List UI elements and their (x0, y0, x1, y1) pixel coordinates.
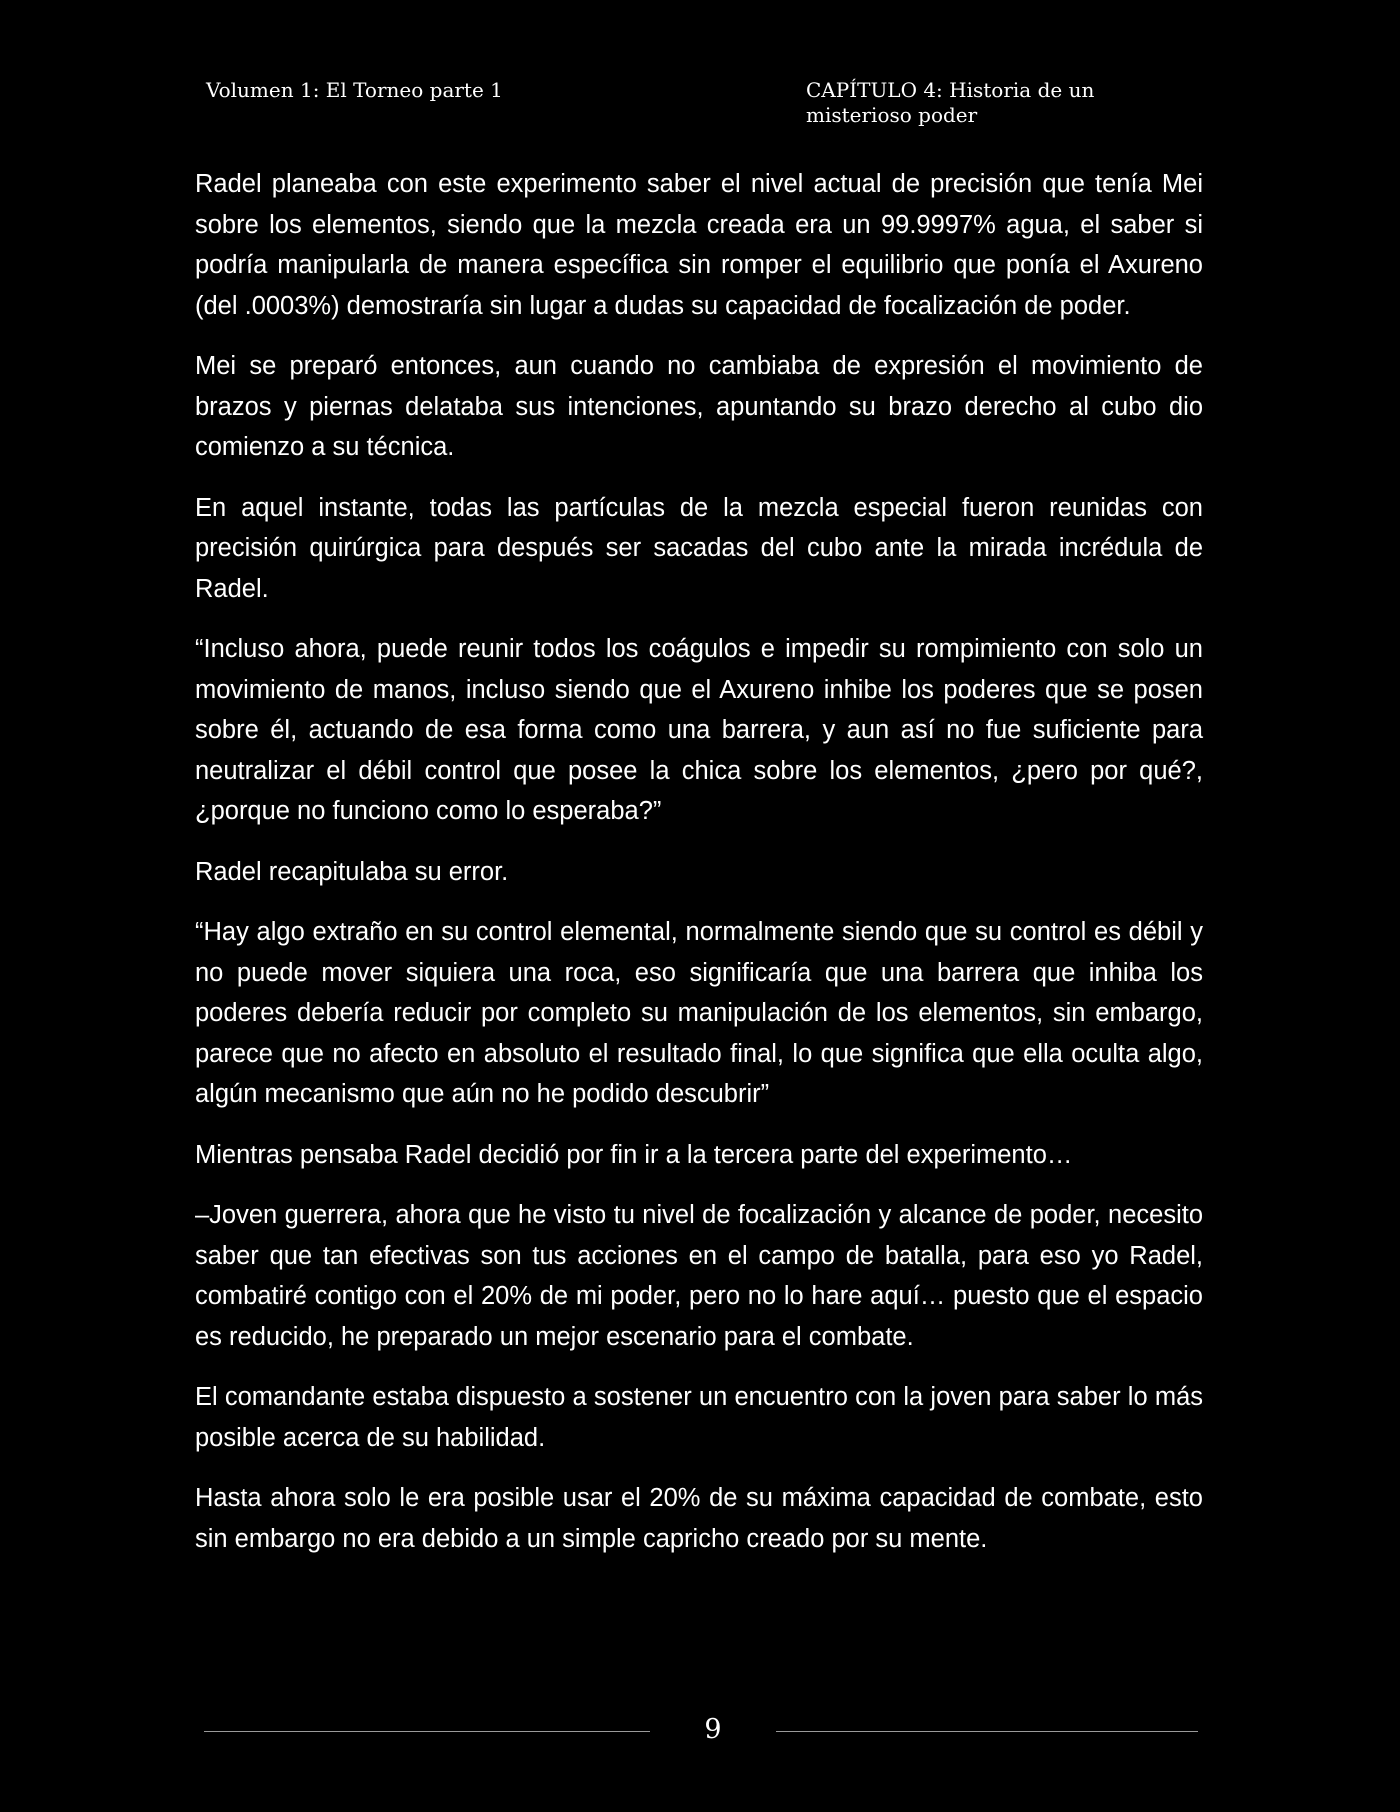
header-volume-title: Volumen 1: El Torneo parte 1 (206, 78, 503, 102)
paragraph: –Joven guerrera, ahora que he visto tu nivel de focalización y alcance de poder, necesito saber que tan efectivas son tus acciones en el campo de batalla, para eso yo Radel, combatiré contigo con el 20% de mi poder, pero no lo hare aquí… puesto que el espacio es reducido, he preparado un mejor escenario para el combate. (195, 1201, 1203, 1351)
paragraph: Radel recapitulaba su error. (195, 857, 509, 886)
paragraph: En aquel instante, todas las partículas de la mezcla especial fueron reunidas con precisión quirúrgica para después ser sacadas del cubo ante la mirada incrédula de Radel. (195, 493, 1203, 603)
paragraph: Mientras pensaba Radel decidió por fin ir a la tercera parte del experimento… (195, 1140, 1073, 1169)
footer-rule-right (776, 1731, 1198, 1732)
paragraph: El comandante estaba dispuesto a sostener un encuentro con la joven para saber lo más posible acerca de su habilidad. (195, 1383, 1203, 1452)
paragraph: “Hay algo extraño en su control elemental, normalmente siendo que su control es débil y no puede mover siquiera una roca, eso significaría que una barrera que inhiba los poderes debería reducir por completo su manipulación de los elementos, sin embargo, parece que no afecto en absoluto el resultado final, lo que significa que ella oculta algo, algún mecanismo que aún no he podido descubrir” (195, 918, 1203, 1108)
header-chapter-title: CAPÍTULO 4: Historia de un misterioso poder (806, 78, 1095, 127)
page-number: 9 (704, 1714, 722, 1745)
paragraph: Hasta ahora solo le era posible usar el 20% de su máxima capacidad de combate, esto sin embargo no era debido a un simple capricho creado por su mente. (195, 1484, 1203, 1553)
paragraph: Radel planeaba con este experimento saber el nivel actual de precisión que tenía Mei sobre los elementos, siendo que la mezcla creada era un 99.9997% agua, el saber si podría manipularla de manera específica sin romper el equilibrio que ponía el Axureno (del .0003%) demostraría sin lugar a dudas su capacidad de focalización de poder. (195, 170, 1203, 320)
chapter-body (195, 164, 1203, 1579)
paragraph: “Incluso ahora, puede reunir todos los coágulos e impedir su rompimiento con solo un movimiento de manos, incluso siendo que el Axureno inhibe los poderes que se posen sobre él, actuando de esa forma como una barrera, y aun así no fue suficiente para neutralizar el débil control que posee la chica sobre los elementos, ¿pero por qué?, ¿porque no funciono como lo esperaba?” (195, 635, 1203, 825)
footer-rule-left (204, 1731, 650, 1732)
paragraph: Mei se preparó entonces, aun cuando no cambiaba de expresión el movimiento de brazos y piernas delataba sus intenciones, apuntando su brazo derecho al cubo dio comienzo a su técnica. (195, 352, 1203, 461)
page-footer (204, 1712, 1198, 1752)
